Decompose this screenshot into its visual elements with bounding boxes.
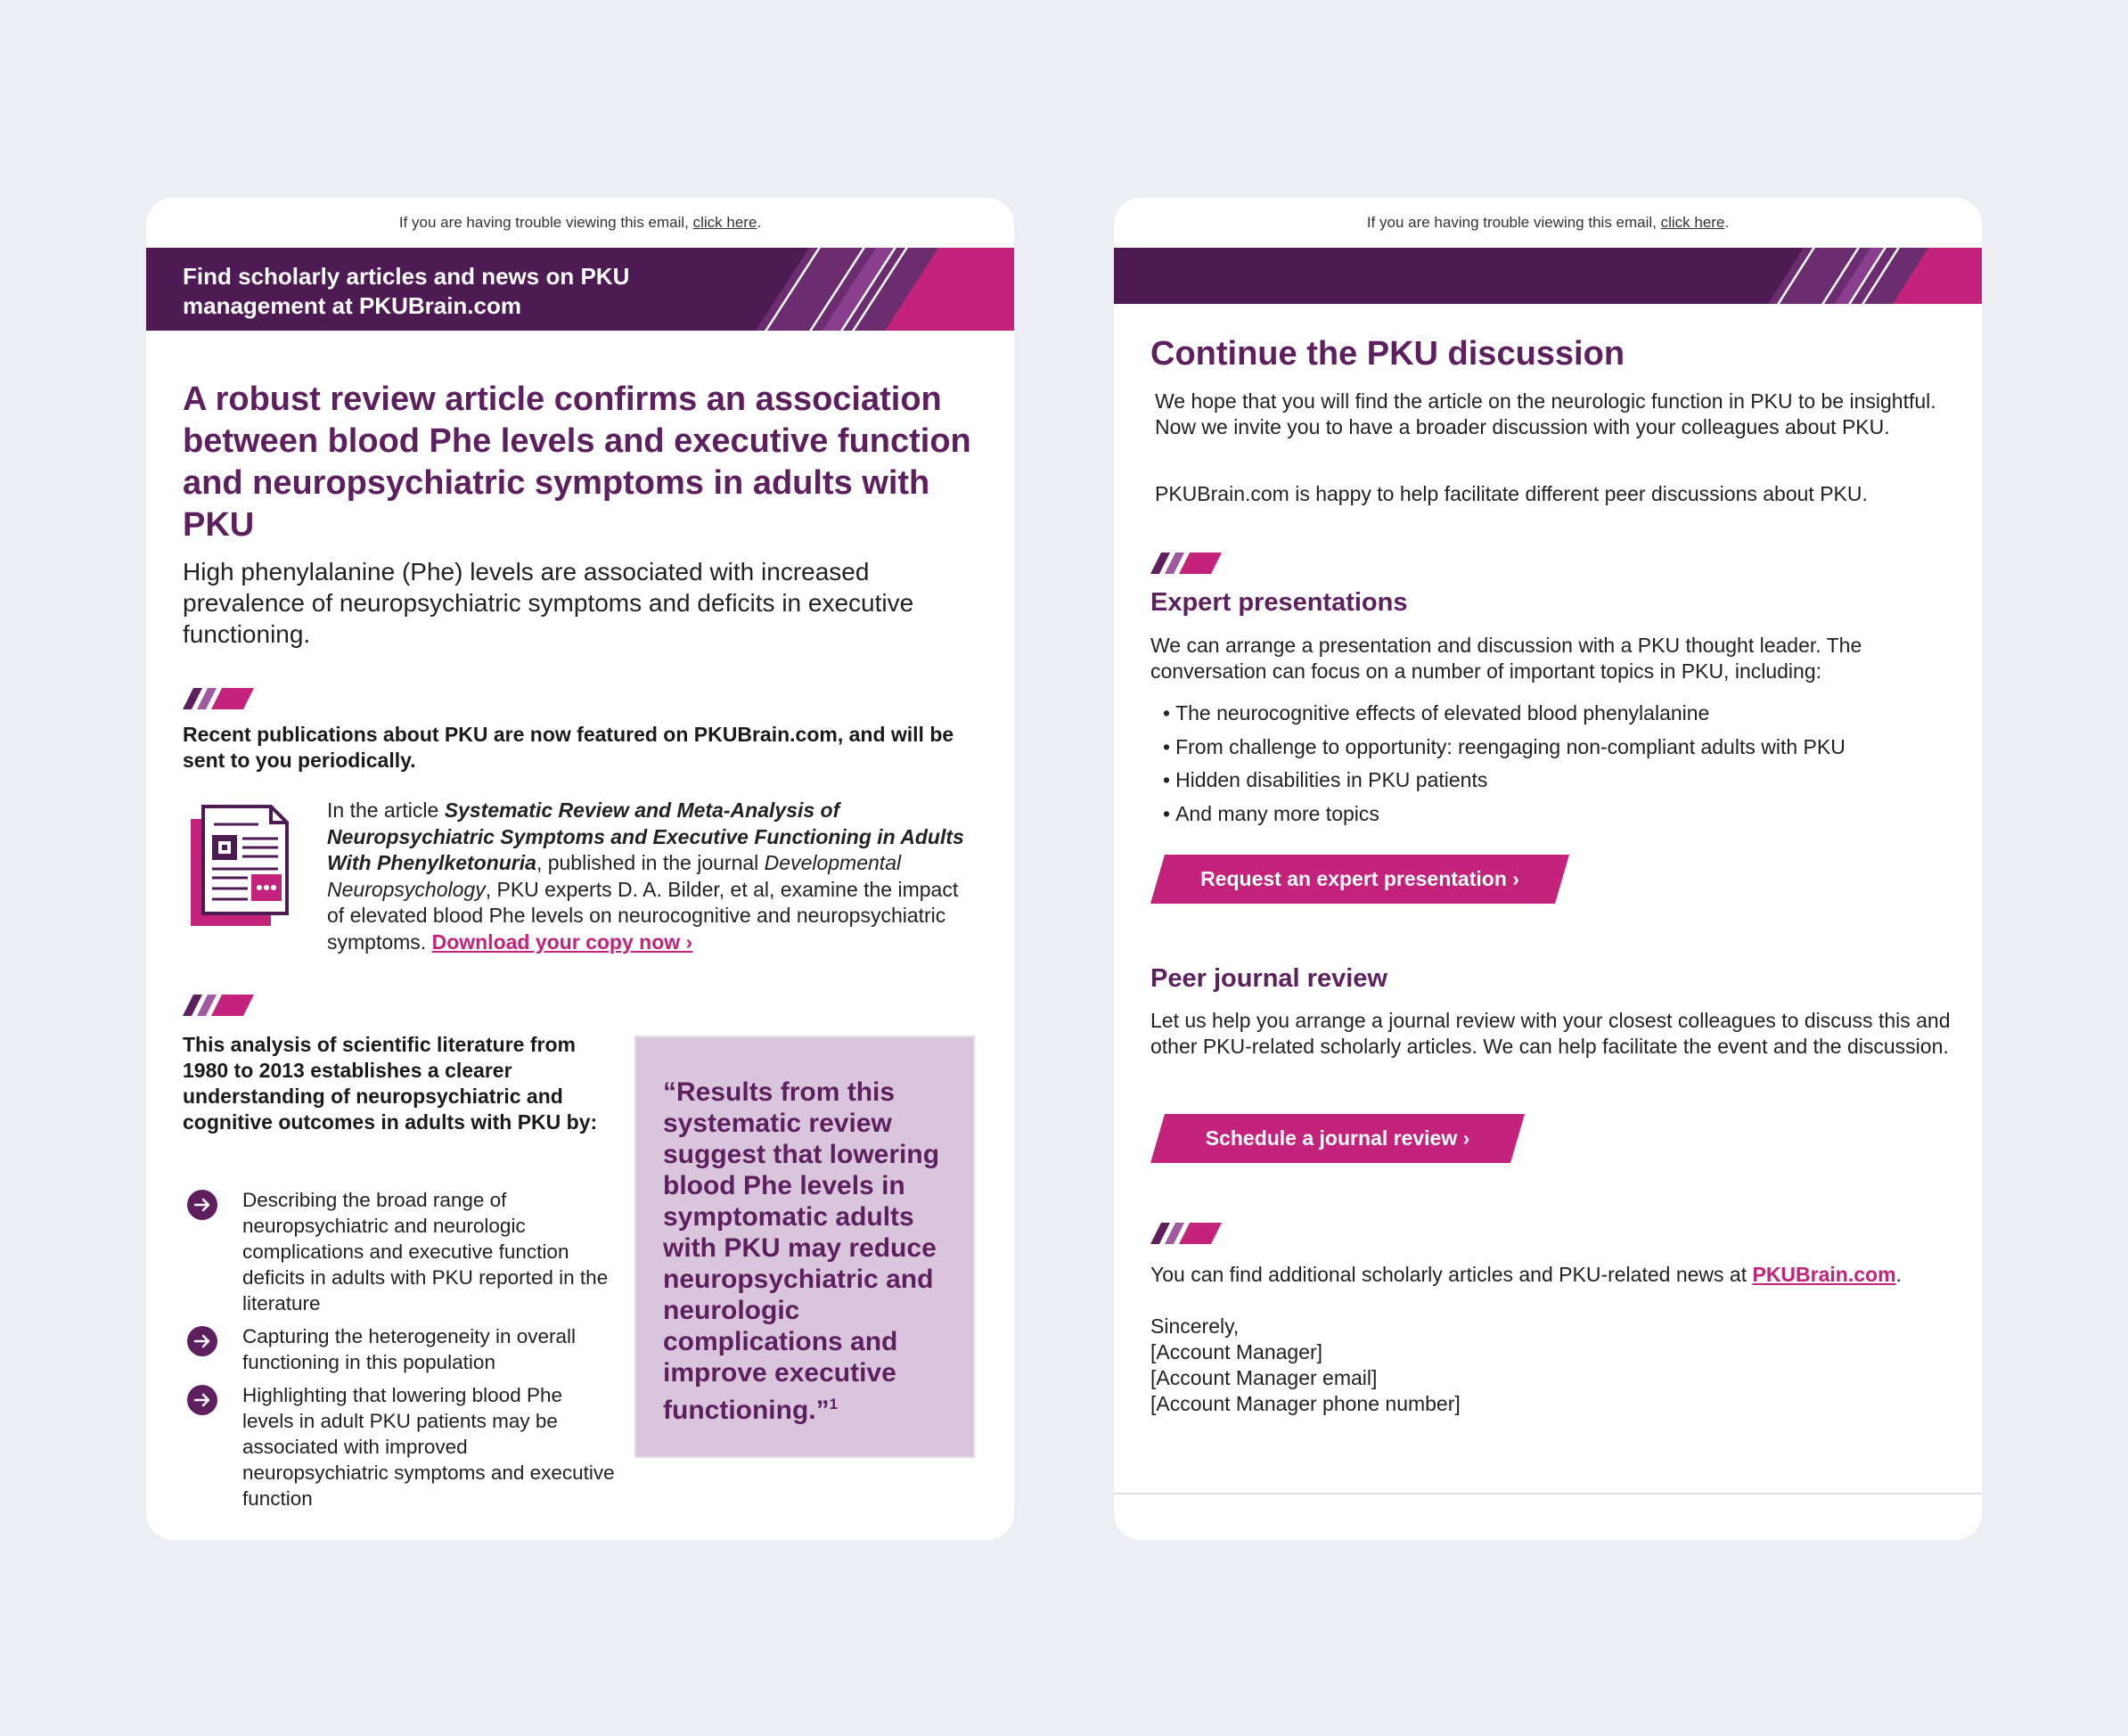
- list-item: Highlighting that lowering blood Phe levels in adult PKU patients may be associated with improved neuropsychiatric symptoms and executive function: [187, 1382, 615, 1511]
- topics-list: [1163, 697, 1846, 831]
- list-item: • And many more topics: [1163, 798, 1846, 831]
- account-manager-name: [Account Manager]: [1150, 1340, 1323, 1363]
- email-card-right: [1114, 198, 1982, 1540]
- request-expert-presentation-button[interactable]: Request an expert presentation ›: [1150, 855, 1569, 904]
- intro-text: We hope that you will find the article on the neurologic function in PKU to be insightful. Now we invite you to have a broader discussion with your colleagues about PKU.: [1155, 389, 1936, 438]
- expert-presentations-body: We can arrange a presentation and discussion with a PKU thought leader. The conversation can focus on a number of important topics in PKU, including:: [1150, 634, 1862, 683]
- findings-list: [187, 1187, 615, 1519]
- list-item: • The neurocognitive effects of elevated blood phenylalanine: [1163, 697, 1846, 731]
- banner-text: Find scholarly articles and news on PKU management at PKUBrain.com: [183, 263, 630, 319]
- stripes-divider-icon: [1150, 553, 1222, 574]
- pull-quote: “Results from this systematic review suggest that lowering blood Phe levels in symptomatic adults with PKU may reduce neuropsychiatric and neurologic complications and improve executive functioning.”$^1$: [634, 1036, 975, 1458]
- article-description: In the article Systematic Review and Meta-Analysis of Neuropsychiatric Symptoms and Executive Functioning in Adults With Phenylketonuria, published in the journal Developmental Neuropsychology, PKU experts D. A. Bilder, et al, examine the impact of elevated blood Phe levels on neurocognitive and neuropsychiatric symptoms. Download your copy now ›: [327, 798, 964, 954]
- signoff-line: Sincerely,: [1150, 1314, 1240, 1338]
- recent-publications-text: Recent publications about PKU are now featured on PKUBrain.com, and will be sent to you periodically.: [183, 723, 954, 772]
- download-copy-link[interactable]: Download your copy now ›: [431, 929, 693, 954]
- intro-text-2: PKUBrain.com is happy to help facilitate different peer discussions about PKU.: [1155, 482, 1868, 505]
- list-item: Capturing the heterogeneity in overall functioning in this population: [187, 1323, 615, 1375]
- schedule-journal-review-button[interactable]: Schedule a journal review ›: [1150, 1114, 1525, 1163]
- header-banner: [1114, 248, 1982, 304]
- account-manager-email: [Account Manager email]: [1150, 1366, 1378, 1389]
- signature-block: [1150, 1314, 1952, 1417]
- pkubrain-link[interactable]: PKUBrain.com: [1752, 1263, 1896, 1286]
- arrow-circle-icon: [187, 1190, 217, 1220]
- click-here-link[interactable]: click here: [692, 214, 757, 231]
- arrow-circle-icon: [187, 1326, 217, 1356]
- expert-presentations-heading: Expert presentations: [1150, 588, 1408, 617]
- footer-divider: [1114, 1493, 1982, 1494]
- stripes-divider-icon: [1150, 1223, 1222, 1244]
- stripes-divider-icon: [183, 995, 254, 1016]
- page-title: Continue the PKU discussion: [1150, 335, 1625, 373]
- list-item: • From challenge to opportunity: reengaging non-compliant adults with PKU: [1163, 731, 1846, 765]
- trouble-viewing-notice: If you are having trouble viewing this email, click here.: [398, 214, 762, 231]
- headline: A robust review article confirms an association between blood Phe levels and executive function and neuropsychiatric symptoms in adults with PKU: [183, 381, 971, 544]
- stripes-divider-icon: [183, 688, 254, 709]
- subheadline: High phenylalanine (Phe) levels are associated with increased prevalence of neuropsychiatric symptoms and deficits in executive functioning.: [183, 558, 914, 648]
- peer-journal-review-body: Let us help you arrange a journal review with your closest colleagues to discuss this and other PKU-related scholarly articles. We can help facilitate the event and the discussion.: [1150, 1009, 1951, 1058]
- list-item: • Hidden disabilities in PKU patients: [1163, 764, 1846, 798]
- peer-journal-review-heading: Peer journal review: [1150, 964, 1387, 993]
- arrow-circle-icon: [187, 1385, 217, 1415]
- trouble-viewing-notice: If you are having trouble viewing this email, click here.: [1366, 214, 1730, 231]
- article-title: Systematic Review and Meta-Analysis of Neuropsychiatric Symptoms and Executive Functioning in Adults With Phenylketonuria: [327, 798, 964, 874]
- find-more-text: You can find additional scholarly articles and PKU-related news at PKUBrain.com.: [1150, 1263, 1902, 1286]
- analysis-text: This analysis of scientific literature from 1980 to 2013 establishes a clearer understanding of neuropsychiatric and cognitive outcomes in adults with PKU by:: [183, 1033, 598, 1134]
- document-icon: [191, 805, 291, 926]
- list-item: Describing the broad range of neuropsychiatric and neurologic complications and executive function deficits in adults with PKU reported in the literature: [187, 1187, 615, 1316]
- banner-stripes-graphic: [693, 248, 1014, 331]
- journal-name: Developmental Neuropsychology: [327, 851, 902, 901]
- banner-stripes-graphic: [1750, 248, 1982, 304]
- email-card-left: [146, 198, 1014, 1540]
- header-banner: [146, 248, 1014, 331]
- click-here-link[interactable]: click here: [1660, 214, 1725, 231]
- account-manager-phone: [Account Manager phone number]: [1150, 1392, 1461, 1415]
